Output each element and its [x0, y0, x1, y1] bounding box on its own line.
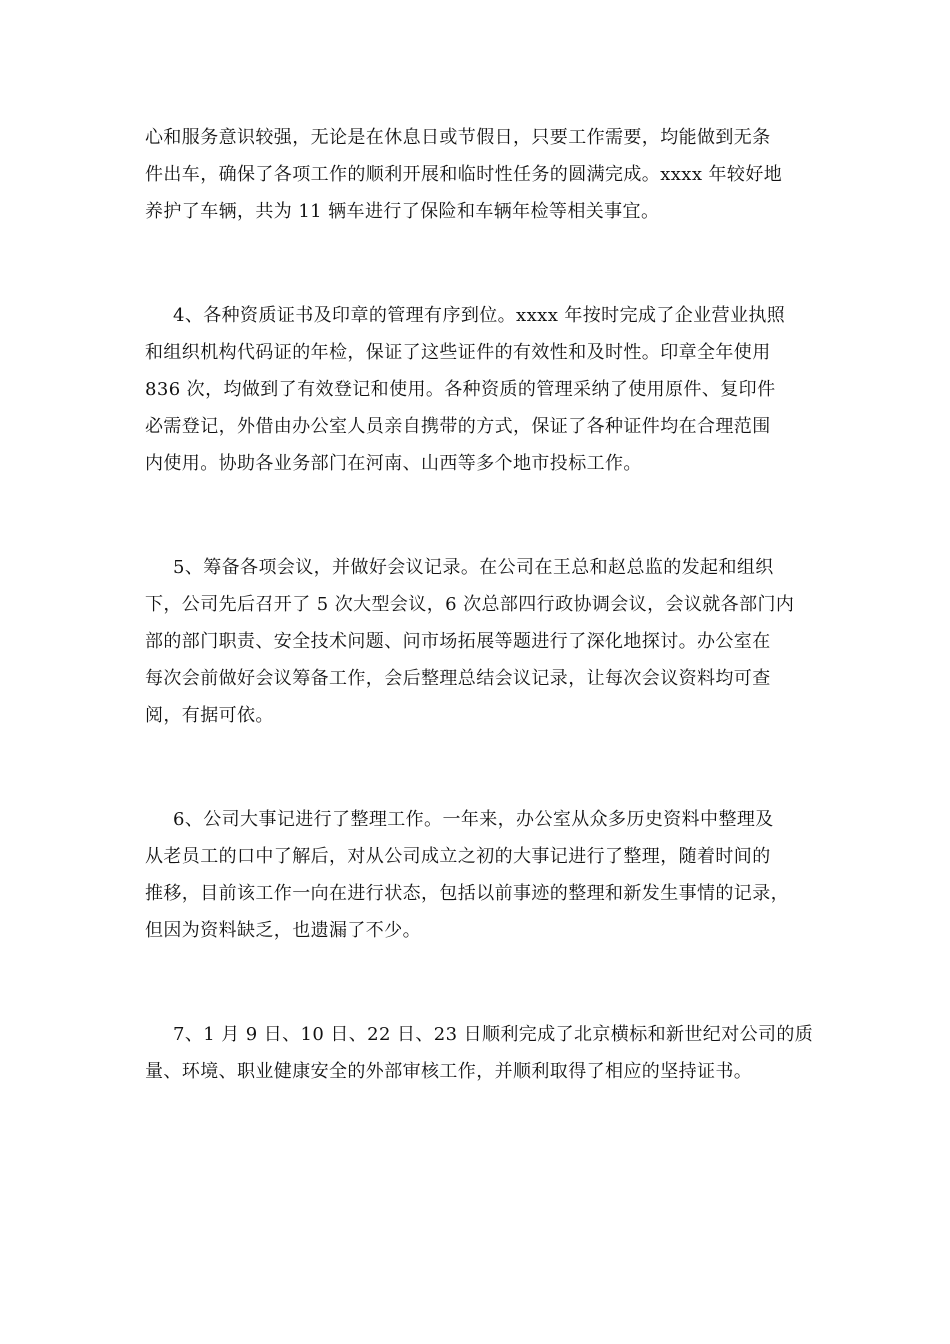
paragraph-line: 7、1 月 9 日、10 日、22 日、23 日顺利完成了北京横标和新世纪对公司的质 [173, 1024, 814, 1045]
paragraph-line: 必需登记，外借由办公室人员亲自携带的方式，保证了各种证件均在合理范围 [145, 416, 771, 437]
paragraph-line: 从老员工的口中了解后，对从公司成立之初的大事记进行了整理，随着时间的 [145, 846, 771, 867]
paragraph-line: 阅，有据可依。 [145, 705, 274, 726]
paragraph-line: 和组织机构代码证的年检，保证了这些证件的有效性和及时性。印章全年使用 [145, 342, 771, 363]
paragraph-line: 但因为资料缺乏，也遗漏了不少。 [145, 920, 421, 941]
paragraph-line: 每次会前做好会议筹备工作，会后整理总结会议记录，让每次会议资料均可查 [145, 668, 771, 689]
paragraph-line: 心和服务意识较强，无论是在休息日或节假日，只要工作需要，均能做到无条 [145, 127, 771, 148]
paragraph-line: 836 次，均做到了有效登记和使用。各种资质的管理采纳了使用原件、复印件 [145, 379, 776, 400]
paragraph-line: 养护了车辆，共为 11 辆车进行了保险和车辆年检等相关事宜。 [145, 201, 660, 222]
paragraph-line: 4、各种资质证书及印章的管理有序到位。xxxx 年按时完成了企业营业执照 [173, 305, 786, 326]
paragraph-line: 件出车，确保了各项工作的顺利开展和临时性任务的圆满完成。xxxx 年较好地 [145, 164, 783, 185]
paragraph-line: 内使用。协助各业务部门在河南、山西等多个地市投标工作。 [145, 453, 642, 474]
paragraph-line: 推移，目前该工作一向在进行状态，包括以前事迹的整理和新发生事情的记录， [145, 883, 789, 904]
paragraph-line: 部的部门职责、安全技术问题、问市场拓展等题进行了深化地探讨。办公室在 [145, 631, 771, 652]
paragraph-line: 5、筹备各项会议，并做好会议记录。在公司在王总和赵总监的发起和组织 [173, 557, 774, 578]
paragraph-line: 下，公司先后召开了 5 次大型会议，6 次总部四行政协调会议，会议就各部门内 [145, 594, 795, 615]
paragraph-line: 6、公司大事记进行了整理工作。一年来，办公室从众多历史资料中整理及 [173, 809, 774, 830]
paragraph-line: 量、环境、职业健康安全的外部审核工作，并顺利取得了相应的坚持证书。 [145, 1061, 753, 1082]
